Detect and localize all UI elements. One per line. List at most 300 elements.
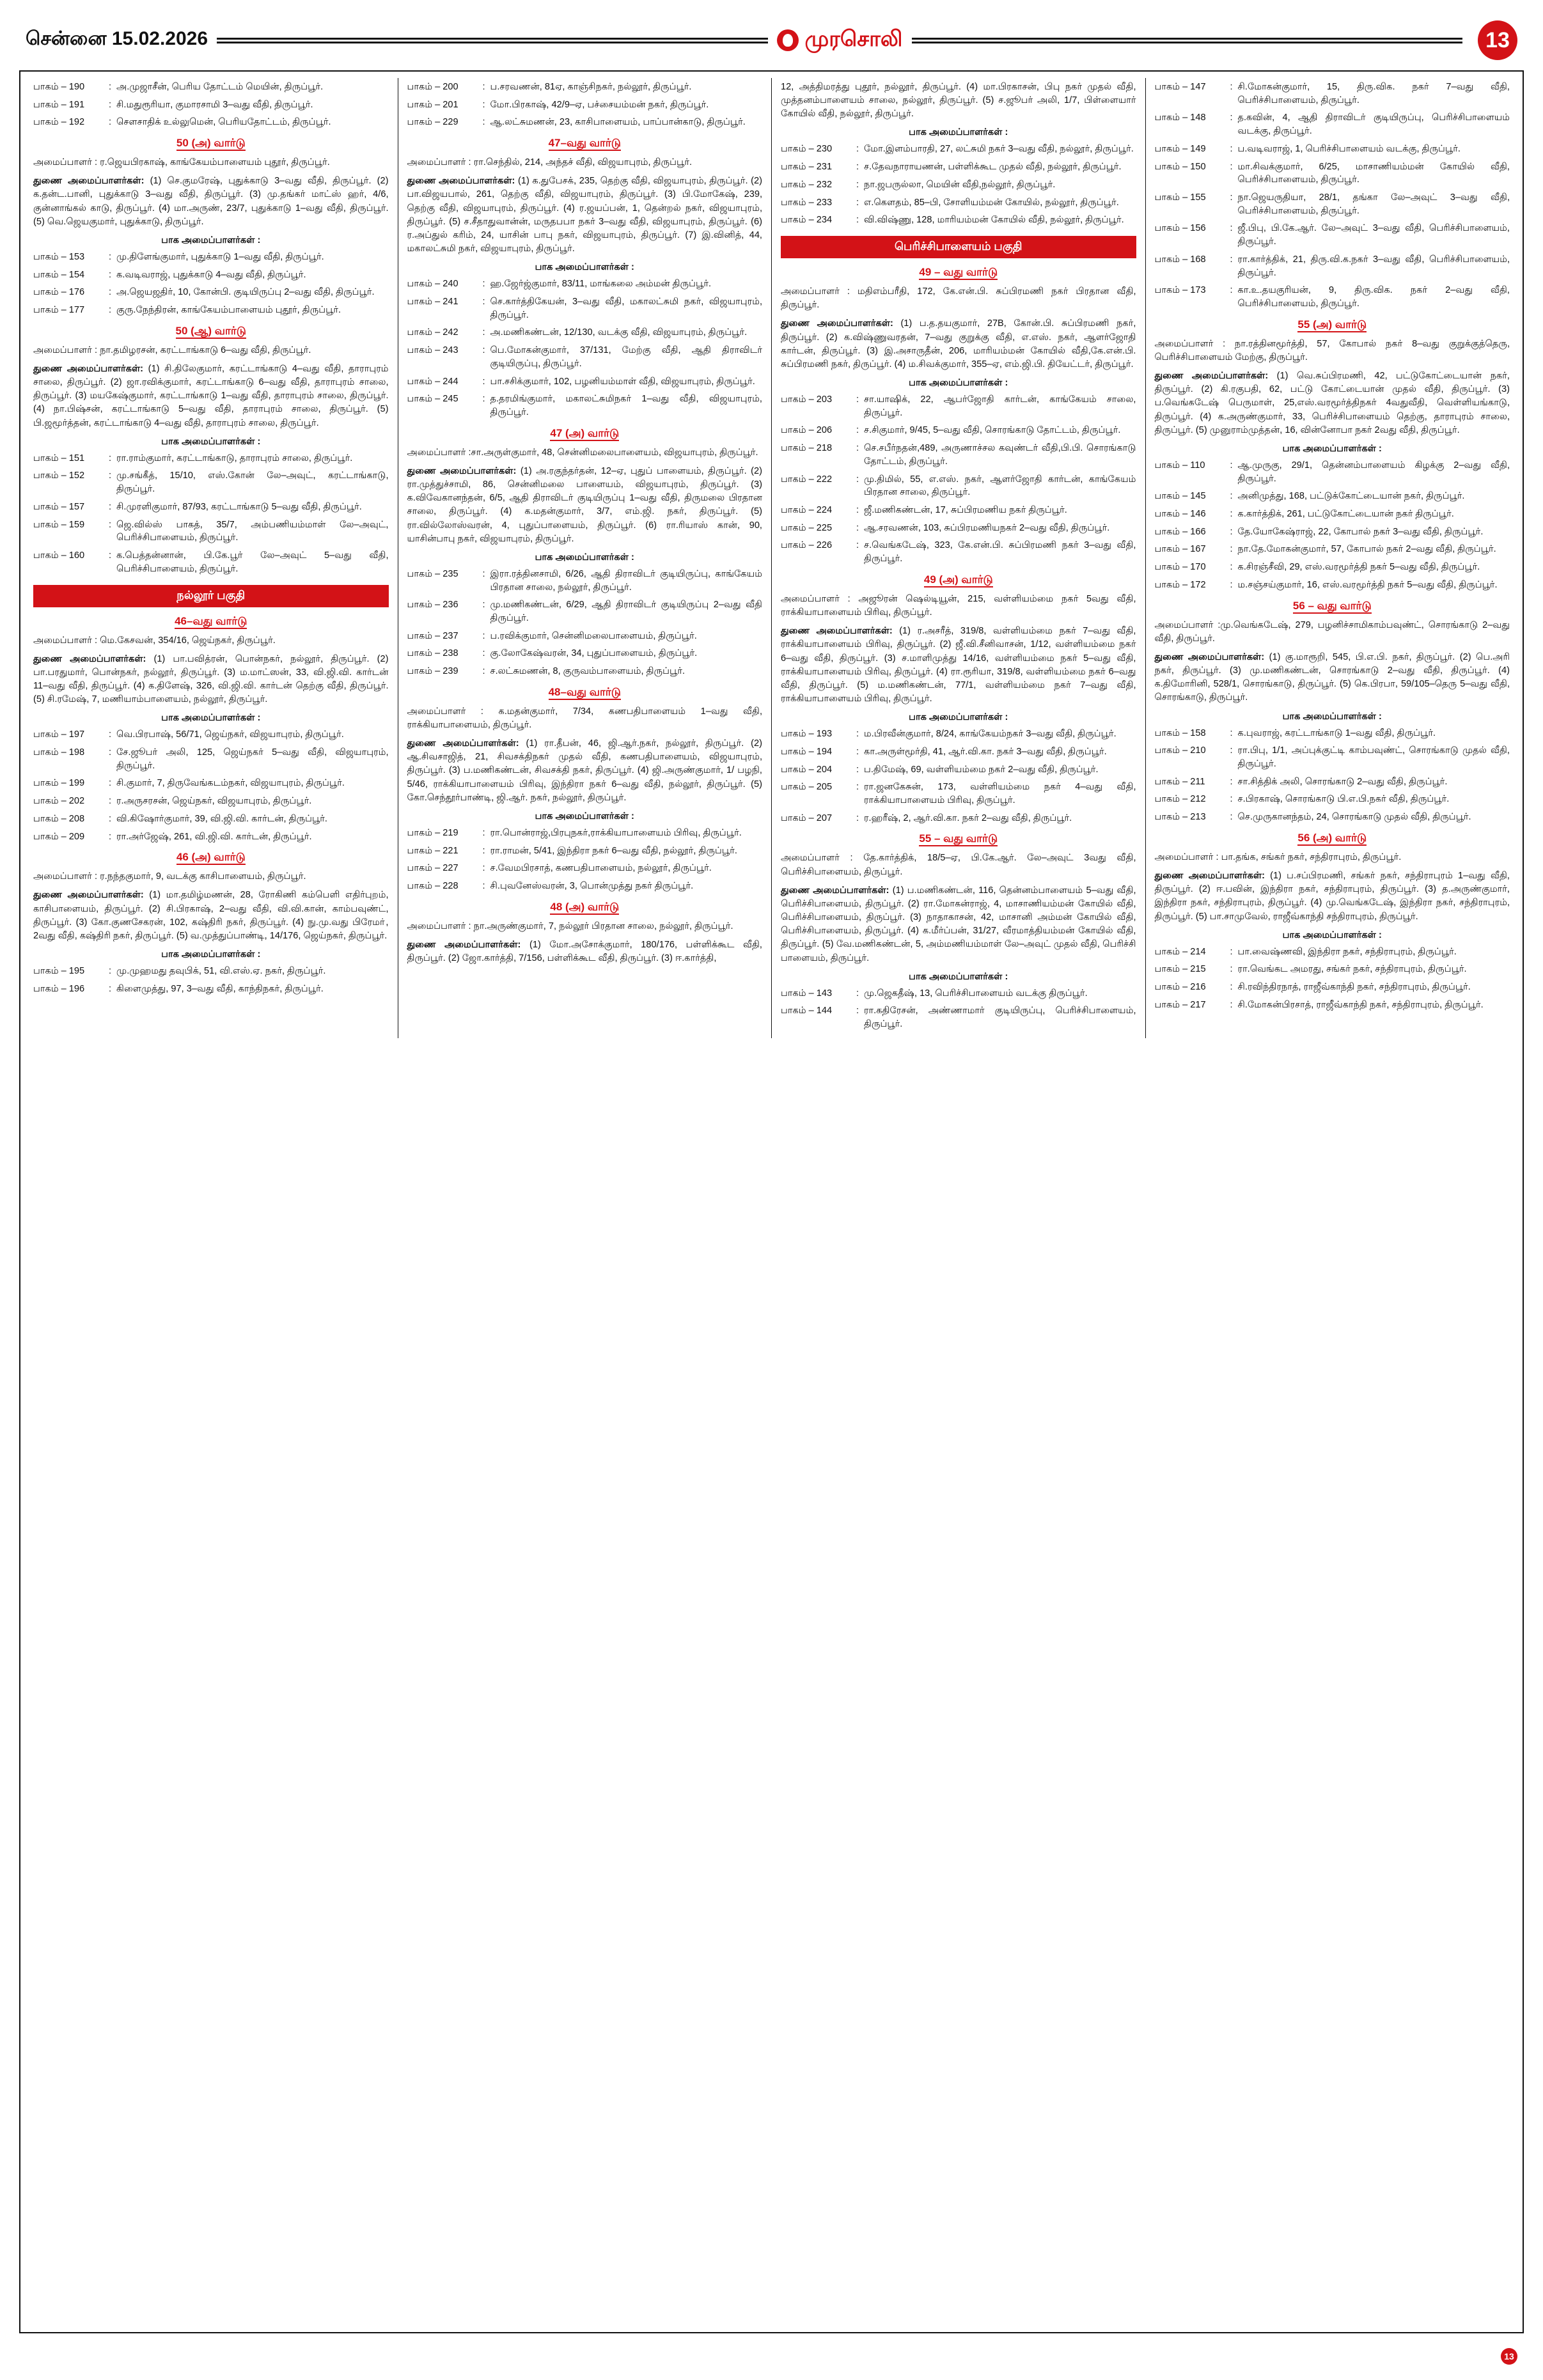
booth-entry: [781, 987, 1136, 1000]
booth-number: பாகம் – 177: [33, 305, 85, 316]
booth-officer-details: வி.விஷ்ணு, 128, மாரியம்மன் கோயில் வீதி, நல்லூர், திருப்பூர்.: [864, 215, 1124, 226]
entry-separator: :: [1230, 964, 1233, 975]
booth-number: பாகம் – 239: [407, 666, 458, 677]
booth-number: பாகம் – 235: [407, 568, 458, 579]
booth-entry: [1155, 775, 1510, 789]
section-label: பாக அமைப்பாளர்கள் :: [909, 127, 1008, 138]
booth-number: பாகம் – 245: [407, 394, 458, 405]
entry-separator: :: [109, 796, 112, 807]
section-label: பாக அமைப்பாளர்கள் :: [161, 949, 261, 960]
entry-separator: :: [482, 600, 485, 611]
entry-separator: :: [482, 376, 485, 387]
booth-entry: [1155, 143, 1510, 156]
booth-officer-details: ப.வடிவராஜ், 1, பெரிச்சிபாளையம் வடக்கு, திருப்பூர்.: [1237, 143, 1461, 154]
paragraph-label: துணை அமைப்பாளர்கள்:: [781, 626, 893, 637]
booth-entry: [33, 286, 389, 299]
entry-separator: :: [109, 99, 112, 110]
booth-number: பாகம் – 153: [33, 251, 85, 262]
entry-separator: :: [1230, 491, 1233, 502]
entry-separator: :: [109, 813, 112, 824]
booth-number: பாகம் – 193: [781, 729, 833, 740]
booth-number: பாகம் – 160: [33, 550, 85, 561]
booth-entry: [1155, 999, 1510, 1012]
entry-separator: :: [482, 630, 485, 641]
booth-number: பாகம் – 236: [407, 600, 458, 611]
entry-separator: :: [856, 162, 859, 173]
entry-separator: :: [856, 746, 859, 757]
paragraph-label: துணை அமைப்பாளர்கள்:: [33, 890, 144, 901]
booth-officer-details: மா.சிவக்குமார், 6/25, மாசாணியம்மன் கோயில் வீதி, பெரிச்சிபாளையம், திருப்பூர்.: [1237, 161, 1510, 185]
booth-officer-details: பா.வைஷ்ணவி, இந்திரா நகர், சந்திராபுரம், திருப்பூர்.: [1237, 946, 1457, 957]
booth-officer-details: ர.ஹரீஷ், 2, ஆர்.வி.கா. நகர் 2–வது வீதி, திருப்பூர்.: [864, 813, 1072, 823]
booth-entry: [1155, 981, 1510, 994]
entry-separator: :: [856, 443, 859, 454]
paragraph-label: துணை அமைப்பாளர்கள்:: [407, 738, 519, 749]
paragraph-text: (1) ப.சப்பிரமணி, சங்கர் நகர், சந்திராபுரம் 1–வது வீதி, திருப்பூர். (2) ஈ.பவின், இந்திரா நகர், சந்திராபுரம், திருப்பூர். (3) த.அருண்குமார், இந்திரா நகர், சந்திராபுரம், திருப்பூர். (4) மு.வெங்கடேஷ், இந்திரா நகர், சந்திராபுரம், திருப்பூர். (5) பா.சாமுவேல், ராஜீவ்காந்தி சந்திராபுரம், திருப்பூர்.: [1154, 871, 1510, 922]
booth-officer-details: ம.பிரவீன்குமார், 8/24, காங்கேயம்நகர் 3–வது வீதி, திருப்பூர்.: [864, 729, 1116, 740]
booth-entry: [33, 452, 389, 465]
entry-separator: :: [856, 197, 859, 208]
booth-entry: [407, 295, 763, 322]
booth-number: பாகம் – 156: [1154, 223, 1206, 234]
section-label: பாக அமைப்பாளர்கள் :: [1282, 443, 1382, 454]
booth-entry: [781, 160, 1136, 174]
booth-entry: [407, 277, 763, 291]
paragraph-block: அமைப்பாளர் : ரா.செந்தில், 214, அந்தச் வீதி, விஜயாபுரம், திருப்பூர்.: [407, 157, 693, 168]
paragraph-text: (1) மோ.அசோக்குமார், 180/176, பள்ளிக்கூட வீதி, திருப்பூர். (2) ஜோ.கார்த்தி, 7/156, பள்ளிக்கூட வீதி, திருப்பூர். (3) ஈ.கார்த்தி,: [407, 939, 762, 964]
paragraph-text: (1) வெ.சுப்பிரமணி, 42, பட்டுகோட்டையான் நகர், திருப்பூர். (2) கி.ரகுபதி, 62, பட்டு கோட்டையான் முதல் வீதி, திருப்பூர். (3) ப.வெங்கடேஷ் பெருமாள், 25,எஸ்.வரமூர்த்திநகர் 4வதுவீதி, வெள்ளியங்காடு, திருப்பூர். (4) க.அருண்குமார், 33, பெரிச்சிபாளையம் தெற்கு, தாராபுரம் சாலை, திருப்பூர். (5) முனுராம்முத்தன், 16, வின்னோபா நகர் 2வது வீதி, திருப்பூர்.: [1154, 371, 1510, 435]
paragraph-block: அமைப்பாளர் : மதிஎம்பரீதி, 172, கே.என்.பி. சுப்பிரமணி நகர் பிரதான வீதி, திருப்பூர்.: [781, 286, 1136, 311]
booth-entry: [407, 844, 763, 858]
booth-entry: [1155, 579, 1510, 592]
entry-separator: :: [109, 747, 112, 758]
paragraph-text: (1) அ.ரகுந்தர்தன், 12–ஏ, புதுப் பாளையம், திருப்பூர். (2) ரா.முத்துச்சாமி, 86, சென்னிமலை பாளையம், விஜயாபுரம், திருப்பூர். (3) க.விவேகானந்தன், 6/5, ஆதி திராவிடர் குடியிருப்பு 1–வது வீதி, திருமலை பிரதான சாலை, திருப்பூர். (4) க.மதன்குமார், 3/7, எம்.ஜி. நகர், திருப்பூர். (5) ரா.வில்லோஸ்வரன், 4, புதுப்பாளையம், திருப்பூர். (6) ரா.ரியாஸ் கான், 90, யாசின்பாபு நகர், விஜயாபுரம், திருப்பூர்.: [407, 465, 762, 544]
entry-separator: :: [482, 327, 485, 338]
booth-entry: [407, 880, 763, 893]
ward-heading: [33, 325, 389, 339]
booth-number: பாகம் – 233: [781, 197, 833, 208]
booth-number: பாகம் – 214: [1154, 946, 1206, 957]
booth-entry: [407, 344, 763, 370]
booth-officer-details: அ.முஜாசீன், பெரிய தோட்டம் மெயின், திருப்பூர்.: [116, 82, 324, 92]
ward-heading: [407, 427, 763, 441]
paragraph-block: அமைப்பாளர் : நா.ரத்தினமூர்த்தி, 57, கோபால் நகர் 8–வது குறுக்குத்தெரு, பெரிச்சிபாளையம் மேற்கு, திருப்பூர்.: [1154, 338, 1510, 362]
booth-number: பாகம் – 208: [33, 813, 85, 824]
booth-officer-details: ஆ.லட்சுமணன், 23, காசிபாளையம், பாப்பான்காடு, திருப்பூர்.: [490, 117, 746, 128]
page-number-badge: 13: [1478, 20, 1517, 60]
booth-entry: [1155, 793, 1510, 806]
booth-officer-details: ரா.ராமன், 5/41, இந்திரா நகர் 6–வது வீதி, நல்லூர், திருப்பூர்.: [490, 845, 737, 856]
booth-entry: [407, 116, 763, 129]
booth-number: பாகம் – 196: [33, 983, 85, 994]
booth-number: பாகம் – 226: [781, 540, 833, 551]
booth-number: பாகம் – 225: [781, 522, 833, 533]
entry-separator: :: [109, 831, 112, 842]
booth-number: பாகம் – 198: [33, 747, 85, 758]
booth-entry: [33, 777, 389, 790]
entry-separator: :: [856, 540, 859, 551]
entry-separator: :: [1230, 460, 1233, 471]
entry-separator: :: [109, 983, 112, 994]
paragraph-block: அமைப்பாளர் : க.மதன்குமார், 7/34, கணபதிபாளையம் 1–வது வீதி, ராக்கியாபாளையம், திருப்பூர்.: [407, 706, 762, 730]
booth-entry: [781, 812, 1136, 825]
booth-number: பாகம் – 211: [1154, 776, 1205, 787]
entry-separator: :: [109, 117, 112, 128]
text-column: [772, 78, 1146, 1038]
booth-number: பாகம் – 168: [1154, 254, 1206, 265]
entry-separator: :: [482, 827, 485, 838]
entry-separator: :: [856, 813, 859, 823]
booth-officer-details: மு.மணிகண்டன், 6/29, ஆதி திராவிடர் குடியிருப்பு 2–வது வீதி திருப்பூர்.: [490, 600, 762, 623]
paragraph-label: துணை அமைப்பாளர்கள்:: [1154, 651, 1265, 662]
paragraph-text: (1) ரா.தீபன், 46, ஜி.ஆர்.நகர், நல்லூர், திருப்பூர். (2) ஆ.சிவசாஜித், 21, சிவசக்திநகர் முதல் வீதி, கணபதிபாளையம், விஜயாபுரம், திருப்பூர். (3) ப.மணிகண்டன், சிவசக்தி நகர், திருப்பூர். (4) ஜி.அருண்குமார், 1/ பழநி, 5/46, ராக்கியாபாளையம் பிரிவு, இந்திரா நகர் 6–வது வீதி, நல்லூர், திருப்பூர். (5) கோ.செந்தூர்பாண்டி, ஜி.ஆர். நகர், நல்லூர், திருப்பூர்.: [407, 738, 762, 803]
paragraph-block: அமைப்பாளர் : ர.நந்தகுமார், 9, வடக்கு காசிபாளையம், திருப்பூர்.: [33, 871, 306, 882]
murasoli-logo-icon: [777, 29, 799, 51]
paragraph-block: [33, 653, 389, 707]
booth-entry: [1155, 490, 1510, 503]
booth-officer-details: குரு.நேந்திரன், காங்கேயம்பாளையம் புதூர், திருப்பூர்.: [116, 305, 341, 316]
booth-number: பாகம் – 241: [407, 296, 458, 307]
booth-entry: [781, 196, 1136, 210]
booth-number: பாகம் – 199: [33, 778, 85, 789]
section-label: பாக அமைப்பாளர்கள் :: [1282, 711, 1382, 722]
paragraph-label: துணை அமைப்பாளர்கள்:: [407, 465, 517, 476]
entry-separator: :: [856, 144, 859, 155]
section-label: பாக அமைப்பாளர்கள் :: [909, 712, 1008, 723]
booth-officer-details: கிளைமுத்து, 97, 3–வது வீதி, காந்திநகர், திருப்பூர்.: [116, 983, 324, 994]
ward-heading-text: 47–வது வார்டு: [549, 137, 621, 151]
booth-officer-details: ச.லட்சுமணன், 8, குருவம்பாளையம், திருப்பூர்.: [490, 666, 685, 677]
entry-separator: :: [856, 522, 859, 533]
booth-officer-details: சி.குமார், 7, திருவேங்கடம்நகர், விஜயாபுரம், திருப்பூர்.: [116, 778, 345, 789]
booth-entry: [33, 81, 389, 94]
booth-officer-details: கு.லோகேஷ்வரன், 34, புதுப்பாளையம், திருப்பூர்.: [490, 648, 698, 659]
booth-officer-details: க.சிரஞ்சீவி, 29, எஸ்.வரமூர்த்தி நகர் 5–வது வீதி, திருப்பூர்.: [1237, 562, 1480, 573]
booth-officer-details: ப.சரவணன், 81ஏ, காஞ்சிநகர், நல்லூர், திருப்பூர்.: [490, 82, 692, 92]
booth-officer-details: அ.ஜெயஜதிர், 10, கோன்பி. குடியிருப்பு 2–வது வீதி, திருப்பூர்.: [116, 287, 375, 298]
entry-separator: :: [1230, 745, 1233, 756]
section-label: பாக அமைப்பாளர்கள் :: [535, 811, 634, 821]
paragraph-block: அமைப்பாளர் : தே.கார்த்திக், 18/5–ஏ, பி.கே.ஆர். லே–அவுட் 3வது வீதி, பெரிச்சிபாளையம், திருப்பூர்.: [781, 853, 1136, 877]
entry-separator: :: [109, 471, 112, 481]
paragraph-block: [1155, 651, 1510, 705]
entry-separator: :: [109, 778, 112, 789]
area-banner: நல்லூர் பகுதி: [33, 585, 389, 607]
paragraph-label: துணை அமைப்பாளர்கள்:: [33, 176, 145, 187]
ward-heading-text: 55 – வது வார்டு: [919, 832, 998, 846]
booth-officer-details: ரா.கதிரேசன், அண்ணாமார் குடியிருப்பு, பெரிச்சிபாளையம், திருப்பூர்.: [864, 1006, 1136, 1030]
booth-officer-details: ர.அருசரசன், ஜெய்நகர், விஜயாபுரம், திருப்பூர்.: [116, 796, 312, 807]
ward-heading-text: 47 (அ) வார்டு: [550, 427, 619, 441]
entry-separator: :: [482, 394, 485, 405]
entry-separator: :: [109, 550, 112, 561]
booth-entry: [1155, 963, 1510, 976]
booth-entry: [1155, 945, 1510, 959]
paragraph-block: அமைப்பாளர் : நா.அருண்குமார், 7, நல்லூர் பிரதான சாலை, நல்லூர், திருப்பூர்.: [407, 921, 733, 931]
paragraph-block: [33, 175, 389, 229]
booth-officer-details: சி.ரவிந்திரநாத், ராஜீவ்காந்தி நகர், சந்திராபுரம், திருப்பூர்.: [1237, 982, 1471, 993]
entry-separator: :: [1230, 982, 1233, 993]
paragraph-block: [33, 362, 389, 430]
booth-officer-details: ஹ.ஜேர்ஜ்குமார், 83/11, மாங்கலை அம்மன் திருப்பூர்.: [490, 279, 712, 290]
booth-number: பாகம் – 202: [33, 796, 85, 807]
section-label: பாக அமைப்பாளர்கள் :: [909, 971, 1008, 982]
booth-number: பாகம் – 231: [781, 162, 833, 173]
booth-number: பாகம் – 209: [33, 831, 85, 842]
booth-number: பாகம் – 157: [33, 501, 85, 512]
booth-officer-details: க.பெத்தன்னான், பி.கே.பூர் லே–அவுட் 5–வது வீதி, பெரிச்சிபாளையம், திருப்பூர்.: [116, 550, 389, 574]
entry-separator: :: [1230, 544, 1233, 555]
booth-entry: [781, 473, 1136, 499]
booth-officer-details: ரா.ராம்குமார், கரட்டாங்காடு, தாராபுரம் சாலை, திருப்பூர்.: [116, 453, 353, 463]
booth-officer-details: இரா.ரத்தினசாமி, 6/26, ஆதி திராவிடர் குடியிருப்பு, காங்கேயம் பிரதான சாலை, நல்லூர், திருப்பூர்.: [490, 568, 762, 593]
booth-number: பாகம் – 217: [1154, 999, 1206, 1010]
entry-separator: :: [1230, 812, 1233, 823]
booth-officer-details: ச.சிகுமார், 9/45, 5–வது வீதி, சொரங்காடு தோட்டம், திருப்பூர்.: [864, 425, 1121, 436]
booth-officer-details: அனிமுத்து, 168, பட்டுக்கோட்டையான் நகர், திருப்பூர்.: [1237, 491, 1465, 502]
booth-officer-details: ஜீ.மணிகண்டன், 17, சுப்பிரமணிய நகர் திருப்பூர்.: [864, 505, 1067, 516]
booth-entry: [781, 763, 1136, 777]
booth-entry: [1155, 525, 1510, 539]
ward-heading: [407, 137, 763, 151]
entry-separator: :: [482, 845, 485, 856]
booth-officer-details: மோ.பிரகாஷ், 42/9–ஏ, பச்சையம்மன் நகர், திருப்பூர்.: [490, 99, 709, 110]
content-frame: [19, 70, 1524, 2333]
booth-number: பாகம் – 224: [781, 505, 833, 516]
booth-entry: [1155, 744, 1510, 770]
booth-entry: [781, 727, 1136, 741]
section-label: பாக அமைப்பாளர்கள் :: [161, 235, 261, 245]
masthead: [19, 17, 1524, 66]
booth-number: பாகம் – 205: [781, 782, 833, 793]
booth-number: பாகம் – 144: [781, 1006, 833, 1016]
booth-number: பாகம் – 146: [1154, 509, 1206, 520]
ward-heading: [1155, 600, 1510, 614]
booth-number: பாகம் – 234: [781, 215, 833, 226]
paragraph-label: துணை அமைப்பாளர்கள்:: [1154, 871, 1265, 882]
entry-separator: :: [1230, 254, 1233, 265]
ward-heading-text: 49 (அ) வார்டு: [924, 573, 993, 587]
ward-heading: [1155, 832, 1510, 846]
booth-number: பாகம் – 192: [33, 117, 85, 128]
booth-officer-details: நா.ஜபருல்லா, மெயின் வீதி,நல்லூர், திருப்பூர்.: [864, 179, 1056, 190]
booth-entry: [407, 598, 763, 625]
entry-separator: :: [1230, 946, 1233, 957]
paragraph-text: (1) செ.குமரேஷ், புதுக்காடு 3–வது வீதி, திருப்பூர். (2) க.தன்ட.பானி, புதுக்காடு 3–வது வீதி, திருப்பூர். (3) மு.தங்கர் மாட்ஸ் ஹர், 4/6, குன்னாங்கல் காடு, திருப்பூர். (4) மா.அருண், 23/7, புதுக்காடு 1–வது வீதி, திருப்பூர். (5) வெ.ஜெயகுமார், புதுக்காடு, திருப்பூர்.: [33, 176, 389, 227]
booth-entry: [33, 518, 389, 545]
booth-number: பாகம் – 151: [33, 453, 85, 463]
booth-entry: [407, 665, 763, 678]
booth-officer-details: ச.தேவநாராயணன், பள்ளிக்கூட முதல் வீதி, நல்லூர், திருப்பூர்.: [864, 162, 1122, 173]
booth-entry: [407, 827, 763, 840]
booth-number: பாகம் – 110: [1154, 460, 1205, 471]
booth-entry: [1155, 284, 1510, 310]
booth-officer-details: சி.மோகன்பிரசாத், ராஜீவ்காந்தி நகர், சந்திராபுரம், திருப்பூர்.: [1237, 999, 1484, 1010]
booth-entry: [407, 647, 763, 660]
entry-separator: :: [1230, 192, 1233, 203]
paragraph-text: (1) பா.பவித்ரன், பொன்நகர், நல்லூர், திருப்பூர். (2) பா.பரதுமார், பொன்நகர், நல்லூர், திருப்பூர். (3) ம.மாட்ஸன், 33, வி.ஜி.வி. கார்டன் 11–வது வீதி, திருப்பூர். (4) க.திளேஷ், 326, வி.ஜி.வி. கார்டன் தெற்கு வீதி, திருப்பூர். (5) சி.ரமேஷ், 7, மணியாம்பாளையம், நல்லூர், திருப்பூர்.: [33, 653, 389, 705]
booth-officer-details: அ.மணிகண்டன், 12/130, வடக்கு வீதி, விஜயாபுரம், திருப்பூர்.: [490, 327, 748, 338]
booth-number: பாகம் – 213: [1154, 812, 1206, 823]
masthead-rule-left: [217, 38, 768, 43]
booth-number: பாகம் – 145: [1154, 491, 1206, 502]
booth-entry: [781, 393, 1136, 419]
entry-separator: :: [109, 305, 112, 316]
booth-entry: [407, 568, 763, 594]
booth-officer-details: ரா.ஜனகேசுன், 173, வள்ளியம்மை நகர் 4–வது வீதி, ராக்கியாபாளையம் பிரிவு, திருப்பூர்.: [864, 782, 1136, 806]
booth-number: பாகம் – 190: [33, 82, 85, 92]
booth-entry: [1155, 111, 1510, 137]
booth-number: பாகம் – 167: [1154, 544, 1206, 555]
booth-officer-details: ஜெ.வில்ஸ் பாகத், 35/7, அம்பணியம்மாள் லே–அவுட், பெரிச்சிபாளையம், திருப்பூர்.: [116, 519, 389, 543]
booth-entry: [781, 745, 1136, 759]
masthead-logo: [777, 27, 903, 54]
booth-number: பாகம் – 237: [407, 630, 458, 641]
booth-officer-details: ரா.பொன்ராஜ்,பிரபுநகர்,ராக்கியாபாளையம் பிரிவு, திருப்பூர்.: [490, 827, 742, 838]
entry-separator: :: [482, 648, 485, 659]
paragraph-text: (1) ப.மணிகண்டன், 116, தென்னம்பாளையம் 5–வது வீதி, பெரிச்சிபாளையம், திருப்பூர். (2) ரா.மோகன்ராஜ், 4, மாசாணியம்மன் கோயில் வீதி, பெரிச்சிபாளையம், திருப்பூர். (3) நாதாகாசன், 42, மாசானி அம்மன் கோயில் வீதி, பெரிச்சிபாளையம், திருப்பூர். (4) க.மீர்ப்பன், 31/27, வீரமாத்தியம்மன் கோயில் வீதி, திருப்பூர். (5) வே.மணிகண்டன், 5, அம்மணியம்மாள் லே–அவுட் முதல் வீதி, பெரிச்சி பாளையம், திருப்பூர்.: [781, 885, 1136, 963]
entry-separator: :: [1230, 82, 1233, 92]
entry-separator: :: [856, 505, 859, 516]
text-column: [24, 78, 398, 1038]
booth-entry: [33, 549, 389, 575]
booth-number: பாகம் – 191: [33, 99, 85, 110]
booth-entry: [781, 442, 1136, 468]
booth-entry: [1155, 459, 1510, 485]
booth-entry: [781, 781, 1136, 807]
ward-heading: [33, 615, 389, 629]
booth-officer-details: ச.பிரகாஷ், சொரங்காடு பி.எ.பி.நகர் வீதி, திருப்பூர்.: [1237, 794, 1450, 805]
section-label: பாக அமைப்பாளர்கள் :: [161, 436, 261, 447]
ward-heading: [1155, 318, 1510, 332]
booth-entry: [1155, 543, 1510, 556]
booth-officer-details: நா.ஜெயருதியா, 28/1, தங்கா லே–அவுட் 3–வது வீதி, பெரிச்சிபாளையம், திருப்பூர்.: [1237, 192, 1510, 216]
column-container: [24, 78, 1519, 1038]
booth-number: பாகம் – 240: [407, 279, 458, 290]
ward-heading-text: 56 (அ) வார்டு: [1297, 832, 1367, 846]
paragraph-text: (1) கு.மாரூறி, 545, பி.எ.பி. நகர், திருப்பூர். (2) பெ.அரி நகர், திருப்பூர். (3) மு.மணிகண்டன், சொரங்காடு 2–வது வீதி, திருப்பூர். (4) க.திமோரினி, 528/1, சொரங்காடு, திருப்பூர். (5) கெ.பிரபா, 59/105–தெரு 5–வது வீதி, சொரங்காடு, திருப்பூர்.: [1154, 651, 1510, 703]
booth-officer-details: வி.கிஷோர்குமார், 39, வி.ஜி.வி. கார்டன், திருப்பூர்.: [116, 813, 327, 824]
booth-officer-details: மு.ஜெகதீஷ், 13, பெரிச்சிபாளையம் வடக்கு திருப்பூர்.: [864, 988, 1088, 999]
paragraph-block: அமைப்பாளர் : மெ.கேசவன், 354/16, ஜெய்நகர், திருப்பூர்.: [33, 635, 276, 646]
entry-separator: :: [1230, 285, 1233, 296]
paragraph-block: [407, 737, 763, 805]
booth-officer-details: க.கார்த்திக், 261, பட்டுகோட்டையான் நகர் திருப்பூர்.: [1237, 509, 1454, 520]
booth-entry: [781, 522, 1136, 535]
paragraph-block: [33, 889, 389, 943]
paragraph-block: அமைப்பாளர் : நா.தமிழரசன், கரட்டாங்காடு 6–வது வீதி, திருப்பூர்.: [33, 345, 311, 355]
booth-number: பாகம் – 204: [781, 764, 833, 775]
booth-officer-details: ரா.பிபு, 1/1, அப்புக்குட்டி காம்பவுண்ட், சொரங்காடு முதல் வீதி, திருப்பூர்.: [1237, 745, 1510, 769]
booth-number: பாகம் – 158: [1154, 727, 1206, 738]
booth-number: பாகம் – 195: [33, 966, 85, 977]
booth-number: பாகம் – 159: [33, 519, 85, 530]
booth-officer-details: ரா.வெங்கட அமரது, சங்கர் நகர், சந்திராபுரம், திருப்பூர்.: [1237, 964, 1467, 975]
entry-separator: :: [482, 666, 485, 677]
paragraph-block: [407, 175, 763, 256]
paragraph-block: அமைப்பாளர் : பா.தங்க, சங்கர் நகர், சந்திராபுரம், திருப்பூர்.: [1154, 852, 1402, 862]
booth-entry: [33, 813, 389, 826]
booth-number: பாகம் – 219: [407, 827, 458, 838]
booth-officer-details: ச.வெங்கடேஷ், 323, கே.என்.பி. சுப்பிரமணி நகர் 3–வது வீதி, திருப்பூர்.: [864, 540, 1136, 564]
booth-entry: [1155, 253, 1510, 279]
entry-separator: :: [856, 988, 859, 999]
booth-officer-details: ப.ரவிக்குமார், சென்னிமலைபாளையம், திருப்பூர்.: [490, 630, 697, 641]
paragraph-block: [781, 625, 1136, 706]
paragraph-block: அமைப்பாளர் : அஜூரன் ஷெல்டியூன், 215, வள்ளியம்மை நகர் 5வது வீதி, ராக்கியாபாளையம் பிரிவு, திருப்பூர்.: [781, 593, 1136, 618]
booth-number: பாகம் – 212: [1154, 794, 1206, 805]
ward-heading-text: 46 (அ) வார்டு: [176, 851, 246, 865]
booth-officer-details: ரா.அர்ஜேஷ், 261, வி.ஜி.வி. கார்டன், திருப்பூர்.: [116, 831, 312, 842]
entry-separator: :: [482, 863, 485, 874]
booth-number: பாகம் – 221: [407, 845, 458, 856]
booth-officer-details: த.தரமிங்குமார், மகாலட்சுமிநகர் 1–வது வீதி, விஜயாபுரம், திருப்பூர்.: [490, 394, 762, 417]
booth-entry: [33, 830, 389, 844]
entry-separator: :: [109, 251, 112, 262]
booth-entry: [1155, 811, 1510, 824]
booth-entry: [33, 746, 389, 772]
ward-heading-text: 56 – வது வார்டு: [1293, 600, 1372, 614]
entry-separator: :: [482, 82, 485, 92]
section-label: பாக அமைப்பாளர்கள் :: [1282, 929, 1382, 940]
entry-separator: :: [482, 345, 485, 356]
booth-number: பாகம் – 228: [407, 881, 458, 892]
area-banner: பெரிச்சிபாளையம் பகுதி: [781, 236, 1136, 258]
ward-heading: [781, 832, 1136, 846]
booth-entry: [407, 326, 763, 339]
entry-separator: :: [1230, 794, 1233, 805]
paragraph-text: (1) க.துபேசக், 235, தெற்கு வீதி, விஜயாபுரம், திருப்பூர். (2) பா.விஜயபால், 261, தெற்கு வீதி, விஜயாபுரம், திருப்பூர். (3) பி.மோகேஷ், 239, தெற்கு வீதி, விஜயாபுரம், திருப்பூர். (4) ர.ஜயப்பன், 1, தென்றல் நகர், விஜயாபுரம், திருப்பூர். (5) ச.சீதாதுவான்ன், மருதபபா நகர் 3–வது வீதி, விஜயாபுரம், திருப்பூர். (6) ர.அப்துல் கரிம், 24, யாசின் பாபு நகர், விஜயாபுரம், திருப்பூர். (7) இ.வினித், 44, மகாலட்சுமி நகர், விஜயாபுரம், திருப்பூர்.: [407, 176, 762, 254]
entry-separator: :: [109, 966, 112, 977]
booth-officer-details: சி.புவனேஸ்வரன், 3, பொன்முத்து நகர் திருப்பூர்.: [490, 881, 694, 892]
booth-entry: [33, 501, 389, 514]
booth-officer-details: சி.மதுரூரியா, குமாரசாமி 3–வது வீதி, திருப்பூர்.: [116, 99, 313, 110]
entry-separator: :: [856, 425, 859, 436]
booth-entry: [1155, 727, 1510, 740]
booth-officer-details: கா.உ.தயகுரியன், 9, திரு.விக. நகர் 2–வது வீதி, பெரிச்சிபாளையம், திருப்பூர்.: [1237, 285, 1510, 309]
booth-number: பாகம் – 176: [33, 287, 85, 298]
booth-officer-details: நா.தே.மோகன்குமார், 57, கோபால் நகர் 2–வது வீதி, திருப்பூர்.: [1237, 544, 1496, 555]
booth-officer-details: செ.முருகானந்தம், 24, சொரங்காடு முதல் வீதி, திருப்பூர்.: [1237, 812, 1471, 823]
booth-officer-details: ப.திமேஷ், 69, வள்ளியம்மை நகர் 2–வது வீதி, திருப்பூர்.: [864, 764, 1099, 775]
entry-separator: :: [1230, 999, 1233, 1010]
booth-number: பாகம் – 227: [407, 863, 458, 874]
booth-number: பாகம் – 166: [1154, 526, 1206, 537]
ward-heading: [407, 901, 763, 915]
paragraph-block: [781, 884, 1136, 965]
booth-officer-details: சா.சித்திக் அலி, சொரங்காடு 2–வது வீதி, திருப்பூர்.: [1237, 776, 1448, 787]
entry-separator: :: [1230, 113, 1233, 123]
booth-number: பாகம் – 244: [407, 376, 458, 387]
paragraph-block: [407, 938, 763, 965]
booth-entry: [1155, 222, 1510, 248]
booth-entry: [781, 214, 1136, 227]
entry-separator: :: [1230, 161, 1233, 172]
booth-officer-details: மு.திளேங்குமார், புதுக்காடு 1–வது வீதி, திருப்பூர்.: [116, 251, 324, 262]
booth-entry: [407, 375, 763, 389]
ward-heading-text: 49 – வது வார்டு: [919, 266, 998, 280]
booth-entry: [407, 393, 763, 419]
paragraph-label: துணை அமைப்பாளர்கள்:: [781, 885, 889, 896]
booth-officer-details: சா.யாஷிக், 22, ஆபர்ஜோதி கார்டன், காங்கேயம் சாலை, திருப்பூர்.: [864, 394, 1136, 418]
paragraph-text: (1) சி.திலேகுமார், கரட்டாங்காடு 4–வது வீதி, தாராபுரம் சாலை, திருப்பூர். (2) ஜா.ரவிக்குமார், கரட்டாங்காடு 6–வது வீதி, தாராபுரம் சாலை, திருப்பூர். (3) மயகேஷ்குமார், கரட்டாங்காடு 1–வது வீதி, தாராபுரம் சாலை, திருப்பூர். (4) நா.பிஷ்சன், கரட்டாங்காடு 5–வது வீதி, தாராபுரம் சாலை, திருப்பூர். (5) பி.ஜமூர்த்தன், கரட்டாங்காடு 4–வது வீதி, தாராபுரம் சாலை, திருப்பூர்.: [33, 363, 389, 428]
entry-separator: :: [1230, 223, 1233, 234]
ward-heading-text: 50 (அ) வார்டு: [176, 137, 246, 151]
booth-entry: [1155, 191, 1510, 217]
booth-officer-details: ஆ.சரவணன், 103, சுப்பிரமணியநகர் 2–வது வீதி, திருப்பூர்.: [864, 522, 1110, 533]
booth-officer-details: சி.முரளிகுமார், 87/93, கரட்டாங்காடு 5–வது வீதி, திருப்பூர்.: [116, 501, 362, 512]
section-label: பாக அமைப்பாளர்கள் :: [535, 262, 634, 273]
